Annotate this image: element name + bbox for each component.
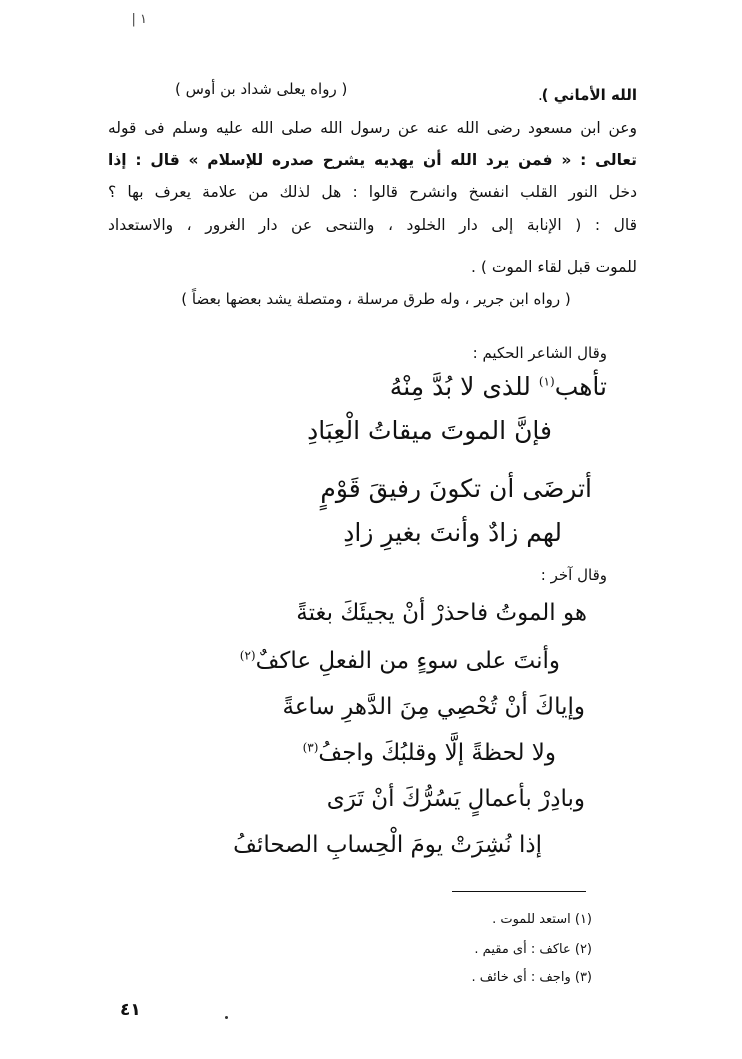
poem1-verse-2: فإنَّ الموتَ ميقاتُ الْعِبَادِ [307,416,552,445]
header-dot: . [538,86,543,104]
poem1-verse-1-word: تأهب [554,372,607,401]
poem2-line-2 [240,648,560,674]
footnote-ref-1: (١) [538,374,555,389]
hadith-line-5: للموت قبل لقاء الموت ) . [470,258,637,276]
footnote-ref-3: (٣) [302,740,319,755]
poet2-intro: وقال آخر : [540,566,607,584]
footnote-1: (١) استعد للموت . [492,912,592,927]
footnote-2: (٢) عاكف : أى مقيم . [474,942,592,957]
header-carry-over: الله الأماني ) [541,86,637,104]
poem1-verse-1 [390,372,607,401]
hadith-line-3: دخل النور القلب انفسخ وانشرح قالوا : هل لذلك من علامة يعرف بها ؟ [108,183,637,201]
hadith-line-4: قال : ( الإنابة إلى دار الخلود ، والتنحى عن دار الغرور ، والاستعداد [108,216,637,234]
print-speck [225,1016,228,1019]
poet1-intro: وقال الشاعر الحكيم : [472,344,607,362]
header-source-note: ( رواه يعلى شداد بن أوس ) [175,80,348,98]
footnote-divider [452,891,586,892]
poem2-line-1: هو الموتُ فاحذرْ أنْ يجيئَكَ بغتةً [296,600,587,626]
hadith-line-1: وعن ابن مسعود رضى الله عنه عن رسول الله صلى الله عليه وسلم فى قوله [108,119,637,137]
poem2-line-4-text: ولا لحظةً إلَّا وقلبُكَ واجفُ [318,740,556,766]
footnote-3: (٣) واجف : أى خائف . [471,970,592,985]
poem2-line-5: وبادِرْ بأعمالٍ يَسُرُّكَ أنْ تَرَى [326,786,585,812]
poem2-line-3: وإياكَ أنْ تُحْصِي مِنَ الدَّهرِ ساعةً [282,694,585,720]
poem2-line-6: إذا نُشِرَتْ يومَ الْحِسابِ الصحائفُ [233,832,542,858]
page-number: ٤١ [120,1000,141,1020]
poem2-line-4 [303,740,556,766]
hadith-source: ( رواه ابن جرير ، وله طرق مرسلة ، ومتصلة يشد بعضها بعضاً ) [181,290,571,308]
hadith-line-2: تعالى : « فمن يرد الله أن يهديه يشرح صدره للإسلام » قال : إذا [108,151,637,169]
footnote-ref-2: (٢) [239,648,256,663]
poem1-verse-3: أترضَى أن تكونَ رفيقَ قَوْمٍ [320,474,592,503]
poem2-line-2-text: وأنتَ على سوءٍ من الفعلِ عاكفٌ [255,648,560,674]
page-corner-mark: ١ | [131,12,147,27]
poem1-verse-4: لهم زادٌ وأنتَ بغيرِ زادِ [343,518,562,547]
poem1-verse-1-rest: للذى لا بُدَّ مِنْهُ [389,372,531,401]
